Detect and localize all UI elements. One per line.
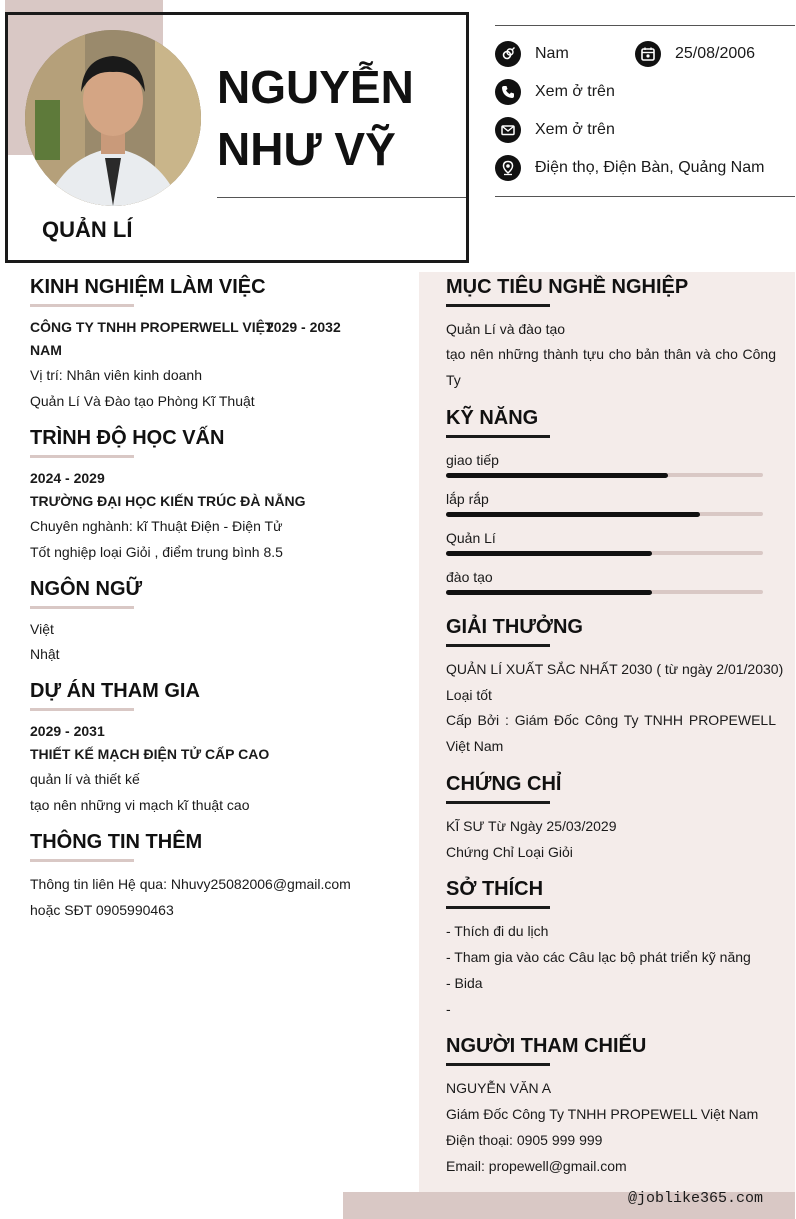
experience-underline <box>30 304 134 307</box>
skill-bar <box>446 590 763 594</box>
certificates-title: CHỨNG CHỈ <box>446 773 562 795</box>
objective-line-2: tạo nên những thành tựu cho bản thân và cho Công Ty <box>446 346 776 388</box>
education-school: TRƯỜNG ĐẠI HỌC KIẾN TRÚC ĐÀ NẴNG <box>30 493 306 509</box>
name-line-1: NGUYỄN <box>217 61 414 113</box>
project-result: tạo nên những vi mạch kĩ thuật cao <box>30 797 250 813</box>
additional-line-2: hoặc SĐT 0905990463 <box>30 902 174 918</box>
experience-period: 2029 - 2032 <box>266 319 341 335</box>
award-line-3: Cấp Bởi : Giám Đốc Công Ty TNHH PROPEWELL Việt Nam <box>446 712 776 754</box>
award-line-1: QUẢN LÍ XUẤT SẮC NHẤT 2030 ( từ ngày 2/01/2030) <box>446 661 784 677</box>
reference-email: Email: propewell@gmail.com <box>446 1158 627 1174</box>
job-role: QUẢN LÍ <box>42 217 133 242</box>
skill-name: đào tạo <box>446 569 493 585</box>
certificate-line-2: Chứng Chỉ Loại Giỏi <box>446 844 573 860</box>
certificate-line-1: KĨ SƯ Từ Ngày 25/03/2029 <box>446 818 617 834</box>
certificates-underline <box>446 801 550 804</box>
languages-underline <box>30 606 134 609</box>
skill-bar-fill <box>446 590 652 595</box>
education-result: Tốt nghiệp loại Giỏi , điểm trung bình 8.5 <box>30 544 283 560</box>
objective-underline <box>446 304 550 307</box>
hobby-item: - Bida <box>446 975 483 991</box>
reference-phone: Điện thoại: 0905 999 999 <box>446 1132 603 1148</box>
hobby-item: - Tham gia vào các Câu lạc bộ phát triển kỹ năng <box>446 949 751 965</box>
additional-underline <box>30 859 134 862</box>
name-line-2: NHƯ VỸ <box>217 123 396 175</box>
experience-company-cont: NAM <box>30 342 62 358</box>
dob-value: 25/08/2006 <box>675 45 756 62</box>
skills-underline <box>446 435 550 438</box>
skill-bar-fill <box>446 473 668 478</box>
skill-bar-fill <box>446 551 652 556</box>
gender-icon <box>495 41 521 67</box>
phone-icon <box>495 79 521 105</box>
skill-bar <box>446 551 763 555</box>
skill-bar <box>446 473 763 477</box>
experience-position: Vị trí: Nhân viên kinh doanh <box>30 367 202 383</box>
full-name <box>217 56 457 180</box>
name-divider <box>217 197 466 198</box>
skills-title: KỸ NĂNG <box>446 407 539 429</box>
objective-line-1: Quản Lí và đào tạo <box>446 321 566 337</box>
address-value: Điện thọ, Điện Bàn, Quảng Nam <box>535 159 765 176</box>
experience-company: CÔNG TY TNHH PROPERWELL VIỆT <box>30 319 274 335</box>
avatar <box>25 30 201 206</box>
hobby-item: - <box>446 1001 451 1017</box>
additional-line-1: Thông tin liên Hệ qua: Nhuvy25082006@gmail.com <box>30 876 351 892</box>
reference-position: Giám Đốc Công Ty TNHH PROPEWELL Việt Nam <box>446 1106 759 1122</box>
email-value: Xem ở trên <box>535 121 615 138</box>
education-major: Chuyên nghành: kĩ Thuật Điện - Điện Tử <box>30 518 283 534</box>
project-role: quản lí và thiết kế <box>30 771 140 787</box>
contact-divider-bottom <box>495 196 795 197</box>
experience-title: KINH NGHIỆM LÀM VIỆC <box>30 276 266 298</box>
award-line-2: Loại tốt <box>446 687 492 703</box>
references-underline <box>446 1063 550 1066</box>
skill-bar-fill <box>446 512 700 517</box>
education-title: TRÌNH ĐỘ HỌC VẤN <box>30 427 225 449</box>
calendar-icon <box>635 41 661 67</box>
awards-title: GIẢI THƯỞNG <box>446 616 583 638</box>
skill-bar <box>446 512 763 516</box>
contact-divider-top <box>495 25 795 26</box>
language-item: Việt <box>30 621 54 637</box>
language-item: Nhật <box>30 646 60 662</box>
education-period: 2024 - 2029 <box>30 470 105 486</box>
project-period: 2029 - 2031 <box>30 723 105 739</box>
location-icon <box>495 155 521 181</box>
objective-title: MỤC TIÊU NGHỀ NGHIỆP <box>446 276 689 298</box>
hobby-item: - Thích đi du lịch <box>446 923 549 939</box>
reference-name: NGUYỄN VĂN A <box>446 1080 552 1096</box>
skill-name: Quản Lí <box>446 530 496 546</box>
watermark: @joblike365.com <box>628 1190 764 1207</box>
projects-title: DỰ ÁN THAM GIA <box>30 680 200 702</box>
projects-underline <box>30 708 134 711</box>
experience-description: Quản Lí Và Đào tạo Phòng Kĩ Thuật <box>30 393 255 409</box>
references-title: NGƯỜI THAM CHIẾU <box>446 1035 647 1057</box>
languages-title: NGÔN NGỮ <box>30 578 143 600</box>
hobbies-underline <box>446 906 550 909</box>
additional-title: THÔNG TIN THÊM <box>30 831 203 853</box>
hobbies-title: SỞ THÍCH <box>446 878 544 900</box>
awards-underline <box>446 644 550 647</box>
project-name: THIẾT KẾ MẠCH ĐIỆN TỬ CẤP CAO <box>30 746 270 762</box>
skill-name: lắp rắp <box>446 491 489 507</box>
gender-value: Nam <box>535 45 569 62</box>
education-underline <box>30 455 134 458</box>
skill-name: giao tiếp <box>446 452 499 468</box>
phone-value: Xem ở trên <box>535 83 615 100</box>
email-icon <box>495 117 521 143</box>
